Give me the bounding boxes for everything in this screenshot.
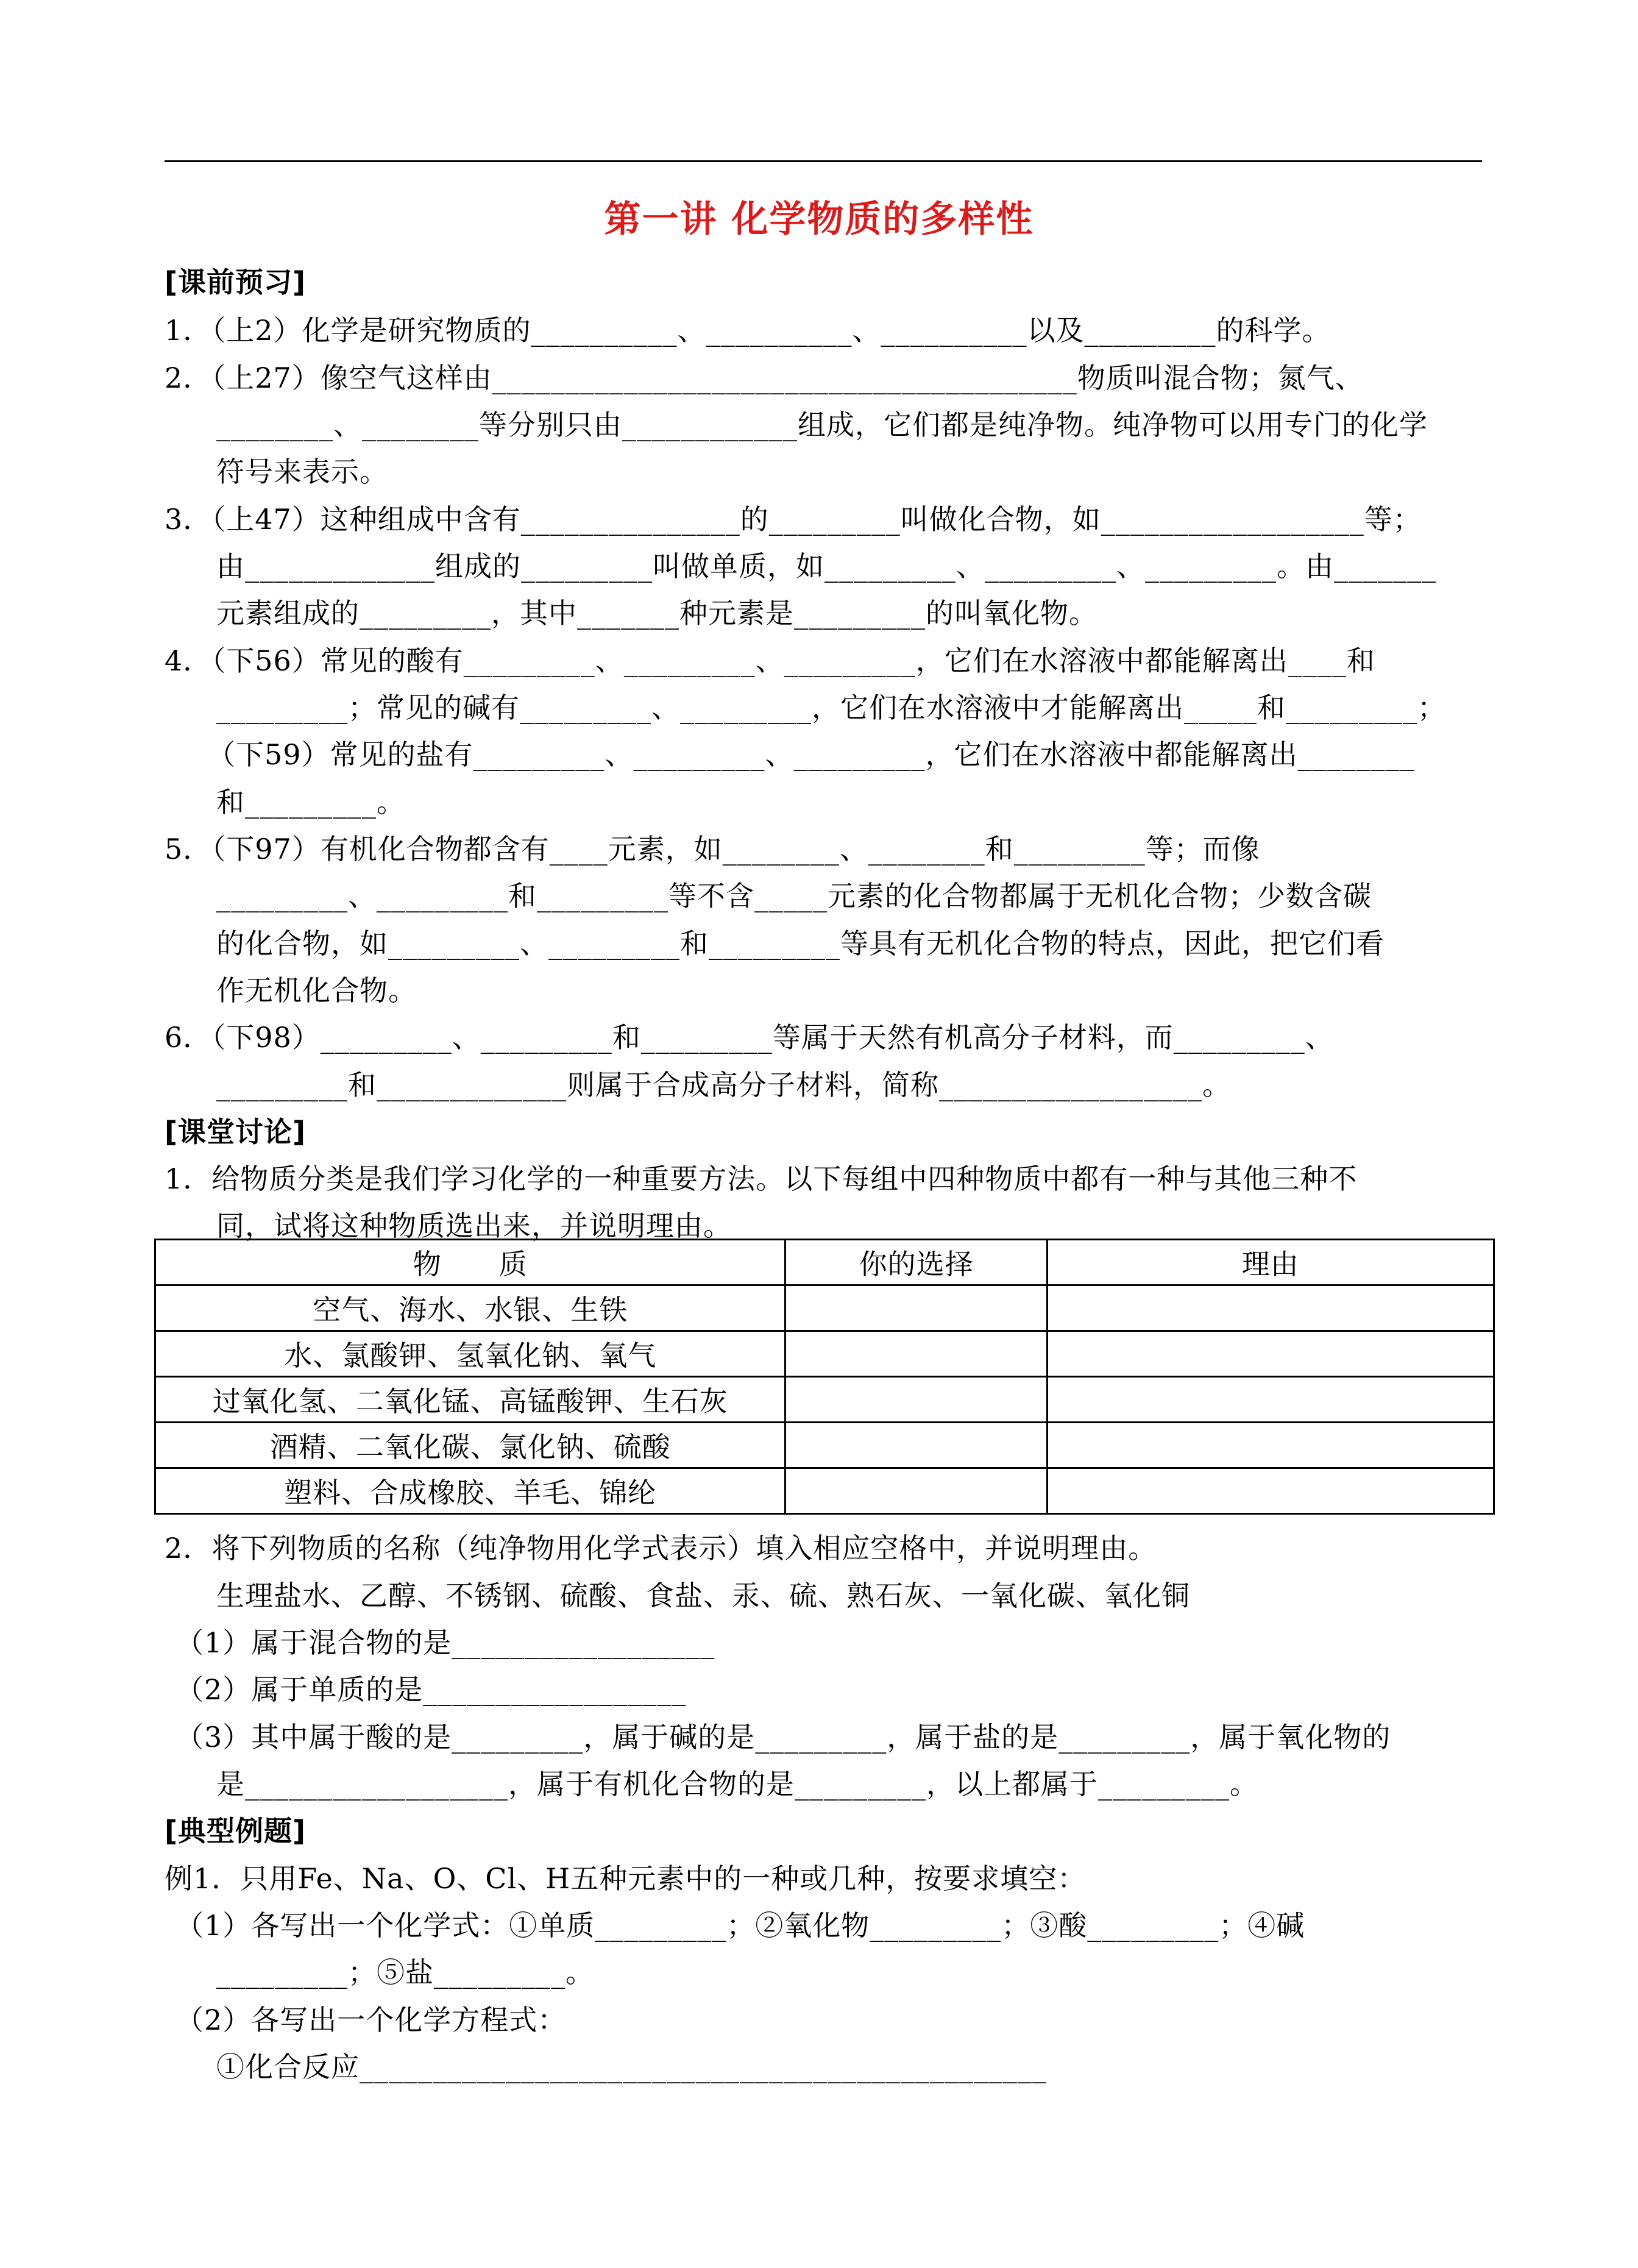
preview-line: （下59）常见的盐有_________、_________、_________，它们在水溶液中都能解离出________ (207, 738, 1415, 771)
table-row (155, 1331, 1494, 1377)
discussion2-line: （2）属于单质的是__________________ (176, 1673, 687, 1706)
section-examples-heading: [典型例题] (165, 1815, 307, 1847)
choice-cell[interactable] (785, 1285, 1047, 1331)
preview-line: 的化合物，如_________、_________和_________等具有无机化合物的特点，因此，把它们看 (216, 927, 1384, 960)
example-line: （2）各写出一个化学方程式： (176, 2003, 567, 2036)
table-header-row (155, 1240, 1494, 1285)
reason-cell[interactable] (1047, 1285, 1494, 1331)
preview-line: 2．（上27）像空气这样由________________________________________物质叫混合物；氮气、 (165, 361, 1364, 394)
choice-cell[interactable] (785, 1331, 1047, 1377)
table-header-reason: 理由 (1047, 1240, 1494, 1285)
example-line: ①化合反应_______________________________________________ (216, 2050, 1047, 2083)
preview-line: 符号来表示。 (216, 455, 388, 488)
preview-line: 元素组成的_________，其中_______种元素是_________的叫氧化物。 (216, 597, 1097, 630)
section-discussion-heading: [课堂讨论] (165, 1115, 307, 1148)
substance-cell: 过氧化氢、二氧化锰、高锰酸钾、生石灰 (155, 1377, 785, 1423)
reason-cell[interactable] (1047, 1468, 1494, 1514)
substance-cell: 水、氯酸钾、氢氧化钠、氧气 (155, 1331, 785, 1377)
preview-line: _________、_________和_________等不含_____元素的化合物都属于无机化合物；少数含碳 (216, 880, 1372, 912)
discussion2-line: 是__________________，属于有机化合物的是_________，以上都属于_________。 (216, 1768, 1258, 1801)
preview-line: 作无机化合物。 (216, 974, 417, 1007)
preview-line: 6．（下98）_________、_________和_________等属于天然有机高分子材料，而_________、 (165, 1021, 1334, 1054)
substance-cell: 酒精、二氧化碳、氯化钠、硫酸 (155, 1423, 785, 1468)
reason-cell[interactable] (1047, 1331, 1494, 1377)
substance-cell: 空气、海水、水银、生铁 (155, 1285, 785, 1331)
reason-cell[interactable] (1047, 1377, 1494, 1423)
discussion-line: 同，试将这种物质选出来，并说明理由。 (216, 1209, 732, 1242)
discussion2-line: （1）属于混合物的是__________________ (176, 1626, 715, 1659)
preview-line: 3．（上47）这种组成中含有_______________的_________叫做化合物，如__________________等； (165, 503, 1422, 536)
table-row (155, 1285, 1494, 1331)
preview-line: 5．（下97）有机化合物都含有____元素，如________、________和_________等；而像 (165, 833, 1260, 866)
table-row (155, 1468, 1494, 1514)
example-line: （1）各写出一个化学式：①单质_________；②氧化物_________；③酸_________；④碱 (176, 1909, 1305, 1942)
choice-cell[interactable] (785, 1377, 1047, 1423)
table-header-substance: 物 质 (155, 1240, 785, 1285)
classification-table (154, 1239, 1495, 1515)
choice-cell[interactable] (785, 1468, 1047, 1514)
discussion2-line: （3）其中属于酸的是_________，属于碱的是_________，属于盐的是_________，属于氧化物的 (176, 1721, 1391, 1754)
preview-line: 4．（下56）常见的酸有_________、_________、_________，它们在水溶液中都能解离出____和 (165, 644, 1375, 677)
substance-cell: 塑料、合成橡胶、羊毛、锦纶 (155, 1468, 785, 1514)
preview-line: _________；常见的碱有_________、_________，它们在水溶液中才能解离出_____和_________； (216, 691, 1446, 724)
preview-line: 1．（上2）化学是研究物质的__________、__________、__________以及_________的科学。 (165, 314, 1331, 347)
section-preview-heading: [课前预习] (165, 266, 307, 299)
table-header-choice: 你的选择 (785, 1240, 1047, 1285)
preview-line: 由_____________组成的_________叫做单质，如_________、_________、_________。由_______ (216, 550, 1436, 583)
example-line: 例1．只用Fe、Na、O、Cl、H五种元素中的一种或几种，按要求填空： (165, 1862, 1087, 1895)
preview-line: 和_________。 (216, 786, 405, 819)
example-line: _________；⑤盐_________。 (216, 1956, 594, 1989)
discussion2-line: 2．将下列物质的名称（纯净物用化学式表示）填入相应空格中，并说明理由。 (165, 1532, 1157, 1565)
discussion2-line: 生理盐水、乙醇、不锈钢、硫酸、食盐、汞、硫、熟石灰、一氧化碳、氧化铜 (216, 1579, 1190, 1612)
reason-cell[interactable] (1047, 1423, 1494, 1468)
page-title: 第一讲 化学物质的多样性 (604, 198, 1034, 241)
discussion-line: 1．给物质分类是我们学习化学的一种重要方法。以下每组中四种物质中都有一种与其他三种不 (165, 1162, 1358, 1195)
table-row (155, 1377, 1494, 1423)
preview-line: ________、________等分别只由____________组成，它们都是纯净物。纯净物可以用专门的化学 (216, 408, 1428, 441)
table-row (155, 1423, 1494, 1468)
choice-cell[interactable] (785, 1423, 1047, 1468)
header-rule (165, 160, 1482, 162)
preview-line: _________和_____________则属于合成高分子材料，简称__________________。 (216, 1068, 1231, 1101)
